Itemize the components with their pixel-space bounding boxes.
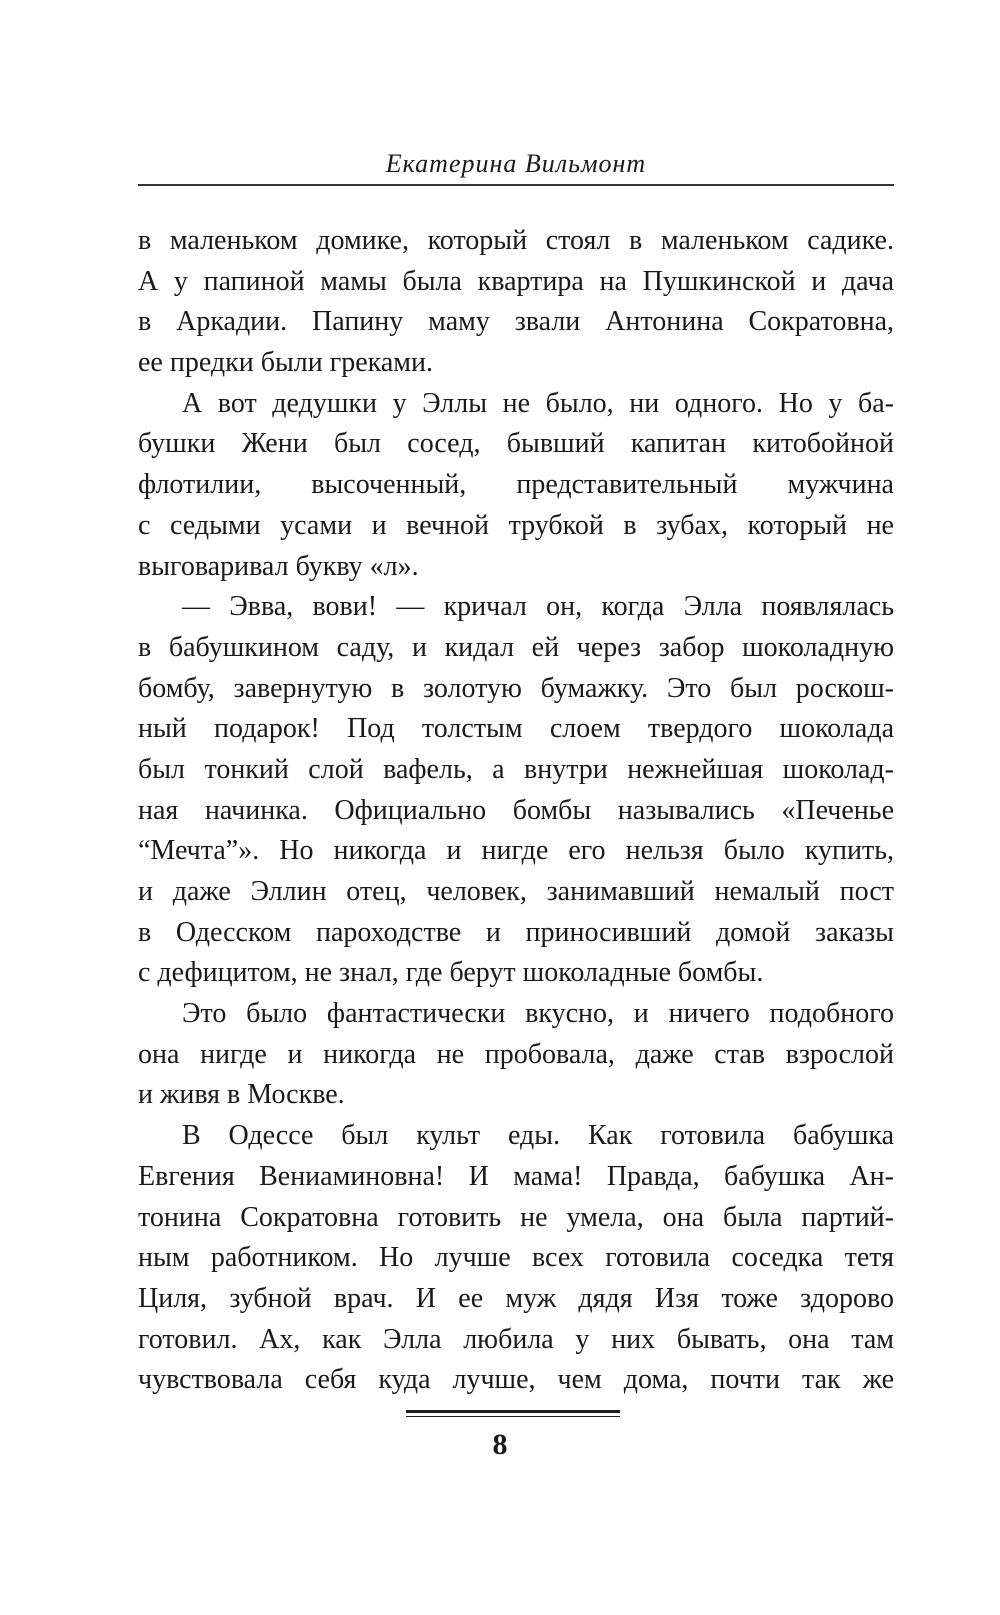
folio-rule: [406, 1410, 620, 1419]
paragraph: [138, 994, 894, 1116]
text-line: ным работником. Но лучше всех готовила соседка тетя: [138, 1242, 894, 1274]
text-line: ная начинка. Официально бомбы назывались «Печенье: [138, 794, 894, 826]
text-line: бушки Жени был сосед, бывший капитан китобойной: [138, 428, 894, 460]
text-line: В Одессе был культ еды. Как готовила бабушка: [182, 1120, 894, 1152]
text-line: А вот дедушки у Эллы не было, ни одного. Но у ба-: [182, 387, 894, 419]
folio-rule-thin: [406, 1416, 620, 1417]
text-line: она нигде и никогда не пробовала, даже став взрослой: [138, 1038, 894, 1070]
text-line: тонина Сократовна готовить не умела, она была партий-: [138, 1201, 894, 1233]
text-line: Это было фантастически вкусно, и ничего подобного: [182, 998, 894, 1030]
text-line: Циля, зубной врач. И ее муж дядя Изя тоже здорово: [138, 1282, 894, 1314]
text-line: в бабушкином саду, и кидал ей через забор шоколадную: [138, 631, 894, 663]
text-line: готовил. Ах, как Элла любила у них бывать, она там: [138, 1323, 894, 1355]
text-line: “Мечта”». Но никогда и нигде его нельзя было купить,: [138, 835, 894, 867]
text-line: выговаривал букву «л».: [138, 550, 419, 582]
text-line: с седыми усами и вечной трубкой в зубах, который не: [138, 509, 894, 541]
text-line: — Эвва, вови! — кричал он, когда Элла появлялась: [182, 591, 894, 623]
text-line: ее предки были греками.: [138, 347, 433, 379]
text-line: А у папиной мамы была квартира на Пушкинской и дача: [138, 265, 894, 297]
text-line: флотилии, высоченный, представительный мужчина: [138, 469, 894, 501]
folio-rule-thick: [406, 1410, 620, 1413]
text-line: в Аркадии. Папину маму звали Антонина Сократовна,: [138, 306, 894, 338]
text-line: был тонкий слой вафель, а внутри нежнейшая шоколад-: [138, 753, 894, 785]
text-line: и живя в Москве.: [138, 1079, 345, 1111]
text-line: чувствовала себя куда лучше, чем дома, почти так же: [138, 1364, 894, 1396]
running-head-author: Екатерина Вильмонт: [385, 149, 647, 178]
paragraph: [138, 384, 894, 587]
running-head: [138, 144, 894, 186]
paragraph: [138, 587, 894, 994]
text-line: ный подарок! Под толстым слоем твердого шоколада: [138, 713, 894, 745]
body-text: [138, 221, 894, 1401]
text-line: Евгения Вениаминовна! И мама! Правда, бабушка Ан-: [138, 1160, 894, 1192]
text-line: в маленьком домике, который стоял в маленьком садике.: [138, 225, 894, 256]
text-line: с дефицитом, не знал, где берут шоколадные бомбы.: [138, 957, 764, 989]
text-line: бомбу, завернутую в золотую бумажку. Это был роскош-: [138, 672, 894, 704]
paragraph: [138, 221, 894, 384]
text-line: в Одесском пароходстве и приносивший домой заказы: [138, 916, 894, 948]
page-number: 8: [492, 1428, 508, 1461]
paragraph: [138, 1116, 894, 1401]
text-line: и даже Эллин отец, человек, занимавший немалый пост: [138, 876, 894, 907]
